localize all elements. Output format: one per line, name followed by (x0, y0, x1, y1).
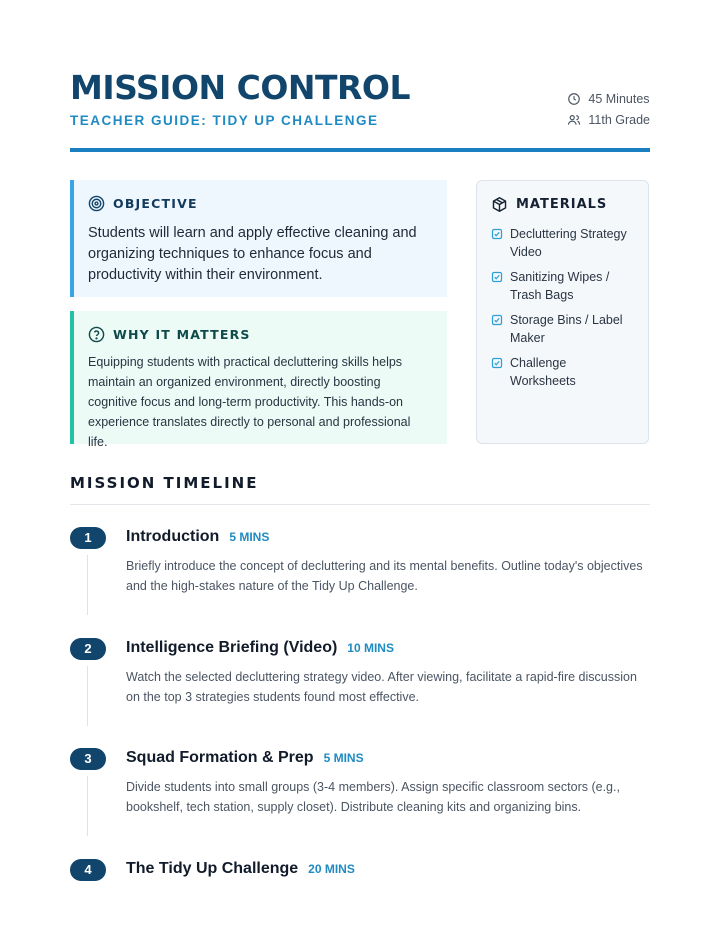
timeline-title: MISSION TIMELINE (70, 474, 259, 492)
lesson-meta (567, 88, 650, 130)
step-duration: 10 MINS (347, 641, 394, 655)
why-title: WHY IT MATTERS (113, 326, 251, 342)
why-header (88, 325, 433, 343)
users-icon (567, 113, 581, 127)
timeline-step (70, 638, 650, 728)
box-icon (491, 196, 508, 213)
step-duration: 5 MINS (323, 751, 364, 765)
step-header (126, 860, 355, 878)
page-header (70, 68, 650, 152)
header-divider (70, 148, 650, 152)
timeline-step (70, 748, 650, 838)
step-number-badge: 2 (70, 638, 106, 660)
grade-text: 11th Grade (588, 112, 650, 127)
materials-item (491, 225, 634, 261)
checkbox-icon (491, 271, 503, 283)
step-header (126, 528, 269, 546)
step-number-badge: 1 (70, 527, 106, 549)
step-number-badge: 3 (70, 748, 106, 770)
objective-text: Students will learn and apply effective cleaning and organizing techniques to enhance focus and productivity within their environment. (88, 225, 417, 283)
objective-header (88, 194, 433, 212)
step-number-badge: 4 (70, 859, 106, 881)
timeline-step (70, 527, 650, 617)
materials-header (491, 195, 634, 213)
step-description: Watch the selected decluttering strategy video. After viewing, facilitate a rapid-fire discussion on the top 3 strategies students found most effective. (126, 670, 637, 704)
step-title: Introduction (126, 528, 220, 545)
page-title: MISSION CONTROL (70, 68, 410, 107)
question-circle-icon (88, 326, 105, 343)
step-title: The Tidy Up Challenge (126, 860, 299, 877)
materials-title: MATERIALS (516, 196, 608, 212)
step-connector (87, 555, 88, 615)
materials-item-label: Decluttering Strategy Video (510, 227, 627, 259)
step-description: Divide students into small groups (3-4 members). Assign specific classroom sectors (e.g., bookshelf, tech station, supply closet). Distribute cleaning kits and organizing bins. (126, 780, 620, 814)
target-icon (88, 195, 105, 212)
materials-item (491, 311, 634, 347)
step-connector (87, 776, 88, 836)
duration-row (567, 88, 650, 109)
step-duration: 5 MINS (229, 530, 270, 544)
step-header (126, 749, 364, 767)
clock-icon (567, 92, 581, 106)
step-duration: 20 MINS (308, 862, 355, 876)
step-connector (87, 666, 88, 726)
objective-card (70, 180, 447, 297)
step-title: Intelligence Briefing (Video) (126, 639, 338, 656)
materials-item-label: Sanitizing Wipes / Trash Bags (510, 270, 610, 302)
step-title: Squad Formation & Prep (126, 749, 314, 766)
duration-text: 45 Minutes (588, 91, 650, 106)
materials-item (491, 268, 634, 304)
materials-card (476, 180, 649, 444)
checkbox-icon (491, 357, 503, 369)
timeline-divider (70, 504, 650, 505)
step-description: Briefly introduce the concept of decluttering and its mental benefits. Outline today's objectives and the high-stakes nature of the Tidy Up Challenge. (126, 559, 643, 593)
why-text: Equipping students with practical decluttering skills helps maintain an organized environment, directly boosting cognitive focus and long-term productivity. This hands-on experience translates directly to personal and professional life. (88, 355, 411, 449)
objective-title: OBJECTIVE (113, 195, 198, 211)
timeline-step (70, 859, 650, 899)
why-it-matters-card (70, 311, 447, 449)
page-subtitle: TEACHER GUIDE: TIDY UP CHALLENGE (70, 113, 379, 128)
materials-item-label: Challenge Worksheets (510, 356, 576, 388)
checkbox-icon (491, 314, 503, 326)
checkbox-icon (491, 228, 503, 240)
materials-item (491, 354, 634, 390)
materials-item-label: Storage Bins / Label Maker (510, 313, 623, 345)
step-header (126, 639, 394, 657)
grade-row (567, 109, 650, 130)
